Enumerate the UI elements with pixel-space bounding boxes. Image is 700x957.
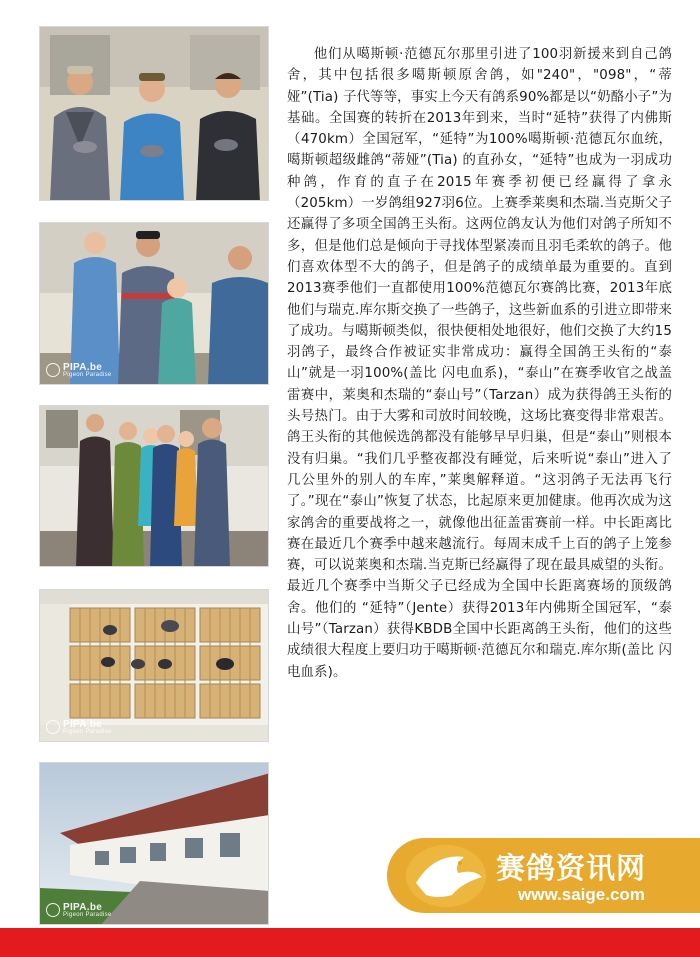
pipa-logo-icon bbox=[46, 720, 60, 734]
photo-three-men-with-pigeons bbox=[39, 26, 269, 201]
photo-2-watermark: PIPA.be Pigeon Paradise bbox=[46, 362, 112, 378]
pipa-logo-icon bbox=[46, 363, 60, 377]
article-body bbox=[287, 44, 672, 683]
photo-loft-exterior-image bbox=[40, 763, 269, 925]
site-badge-title[interactable]: 赛鸽资讯网 bbox=[496, 851, 647, 885]
photo-family-with-children bbox=[39, 222, 269, 385]
pigeon-logo-icon bbox=[404, 843, 488, 909]
photo-loft-exterior bbox=[39, 762, 269, 925]
photo-family-group-image bbox=[40, 406, 269, 567]
photo-family-group bbox=[39, 405, 269, 567]
pipa-logo-icon bbox=[46, 903, 60, 917]
photo-loft-interior bbox=[39, 589, 269, 742]
photo-4-watermark: PIPA.be Pigeon Paradise bbox=[46, 719, 112, 735]
bottom-bar bbox=[0, 928, 700, 957]
article-paragraph: 他们从噶斯顿·范德瓦尔那里引进了100羽新援来到自己鸽舍，其中包括很多噶斯顿原舍鸽，如"240"，"098"，“蒂娅”(Tia) 子代等等，事实上今天有鸽系90%都是以“奶酪小子”为基础。全国赛的转折在2013年到来，当时“延特”获得了内佛斯（470km）全国冠军，“延特”为100%噶斯顿·范德瓦尔血统，噶斯顿超级雌鸽“蒂娅”(Tia) 的直孙女，“延特”也成为一羽成功种鸽，作育的直子在2015年赛季初便已经赢得了拿永（205km）一岁鸽组927羽6位。上赛季莱奥和杰瑞.当克斯父子还赢得了多项全国鸽王头衔。这两位鸽友认为他们对鸽子所知不多，但是他们总是倾向于寻找体型紧凑而且羽毛柔软的鸽子。他们喜欢体型不大的鸽子，但是鸽子的成绩单最为重要的。直到2013赛季他们一直都使用100%范德瓦尔赛鸽比赛，2013年底他们与瑞克.库尔斯交换了一些鸽子，这些新血系的引进立即带来了成功。与噶斯顿类似，很快便相处地很好，他们交换了大约15羽鸽子，最终合作被证实非常成功：赢得全国鸽王头衔的“泰山”就是一羽100%(盖比 闪电血系)，“泰山”在赛季收官之战盖雷赛中，莱奥和杰瑞的“泰山号”（Tarzan）成为获得鸽王头衔的头号热门。由于大雾和司放时间较晚，这场比赛变得非常艰苦。鸽王头衔的其他候选鸽都没有能够早早归巢，但是“泰山”则根本没有归巢。“我们几乎整夜都没有睡觉，后来听说“泰山”进入了几公里外的别人的车库，”莱奥解释道。“这羽鸽子无法再飞行了。”现在“泰山”恢复了状态，比起原来更加健康。他再次成为这家鸽舍的重要战将之一，就像他出征盖雷赛前一样。中长距离比赛在最近几个赛季中越来越流行。每周末成千上百的鸽子上笼参赛，可以说莱奥和杰瑞.当克斯已经赢得了现在最具威望的头衔。最近几个赛季中当斯父子已经成为全国中长距离赛场的顶级鸽舍。他们的 “延特”（Jente）获得2013年内佛斯全国冠军，“泰山号”（Tarzan）获得KBDB全国中长距离鸽王头衔，他们的这些成绩很大程度上要归功于噶斯顿·范德瓦尔和瑞克.库尔斯(盖比 闪电血系)。 bbox=[287, 47, 672, 680]
photo-three-men-image bbox=[40, 27, 269, 201]
photo-family-children-image bbox=[40, 223, 269, 385]
photo-5-watermark: PIPA.be Pigeon Paradise bbox=[46, 902, 112, 918]
site-badge-url[interactable]: www.saige.com bbox=[518, 885, 645, 904]
